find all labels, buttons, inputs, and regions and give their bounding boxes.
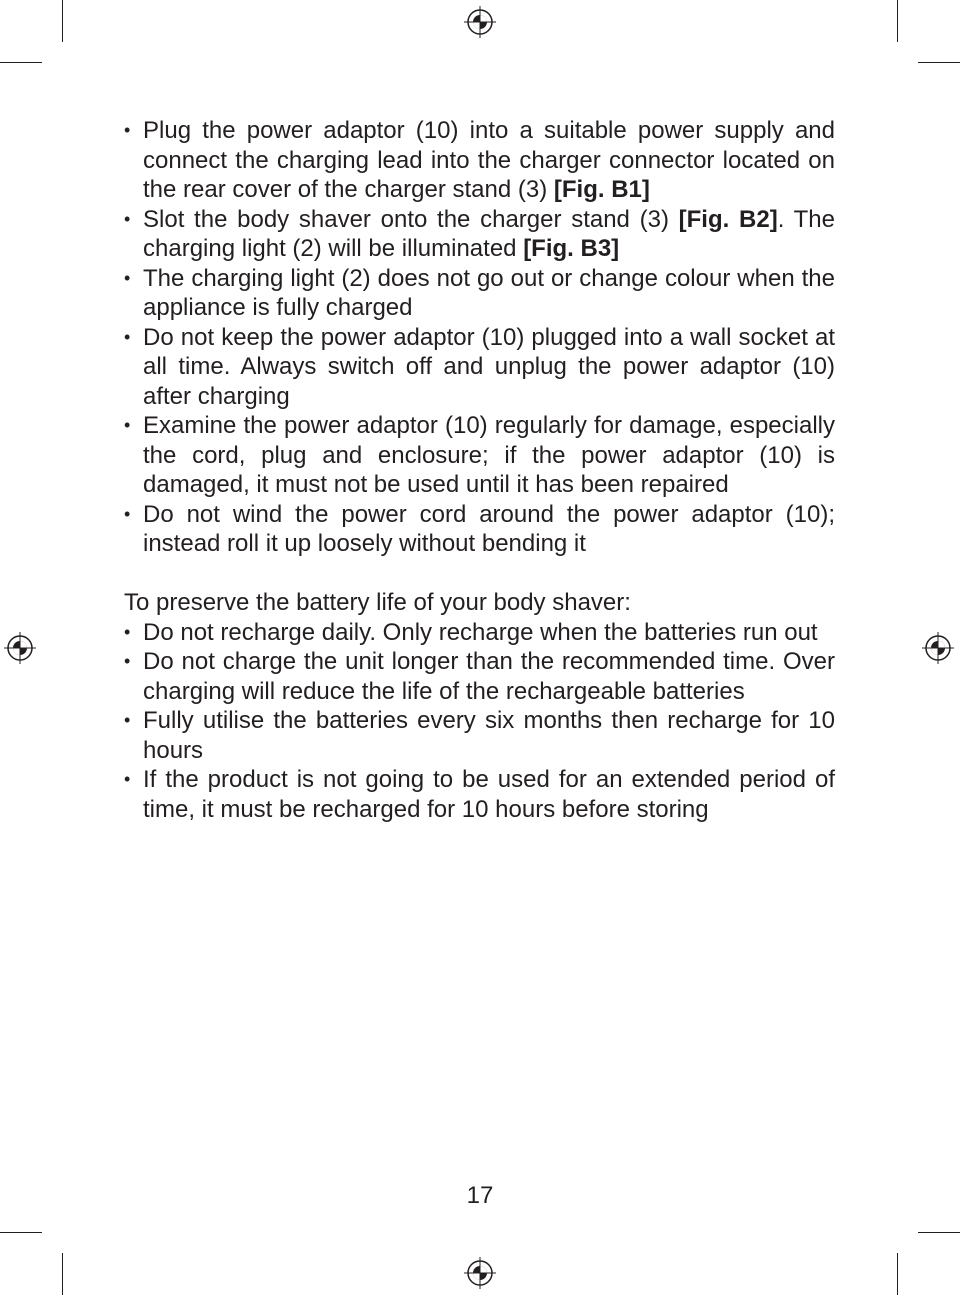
list-item: • Fully utilise the batteries every six months then recharge for 10 hours	[124, 706, 835, 765]
list-item: • Do not charge the unit longer than the recommended time. Over charging will reduce the life of the rechargeable batteries	[124, 647, 835, 706]
page-content	[124, 116, 835, 824]
figure-reference: [Fig. B1]	[553, 176, 650, 203]
crop-mark	[0, 62, 42, 63]
page-number: 17	[466, 1182, 494, 1209]
registration-mark-icon	[922, 632, 954, 664]
list-item: • The charging light (2) does not go out or change colour when the appliance is fully charged	[124, 264, 835, 323]
list-item: • If the product is not going to be used for an extended period of time, it must be recharged for 10 hours before storing	[124, 765, 835, 824]
registration-mark-icon	[464, 1257, 496, 1289]
list-item: • Do not recharge daily. Only recharge when the batteries run out	[124, 618, 835, 648]
list-item: • Do not keep the power adaptor (10) plugged into a wall socket at all time. Always switch off and unplug the power adaptor (10) after charging	[124, 323, 835, 412]
list-item	[124, 116, 835, 205]
registration-mark-icon	[464, 6, 496, 38]
battery-life-list	[124, 618, 835, 825]
list-item	[124, 205, 835, 264]
list-item: • Do not wind the power cord around the power adaptor (10); instead roll it up loosely without bending it	[124, 500, 835, 559]
crop-mark	[897, 1253, 898, 1295]
charging-instructions-list	[124, 116, 835, 559]
crop-mark	[62, 0, 63, 42]
crop-mark	[918, 1232, 960, 1233]
crop-mark	[0, 1232, 42, 1233]
figure-reference: [Fig. B2]	[678, 205, 778, 233]
crop-mark	[918, 62, 960, 63]
list-item: • Examine the power adaptor (10) regularly for damage, especially the cord, plug and enclosure; if the power adaptor (10) is damaged, it must not be used until it has been repaired	[124, 411, 835, 500]
list-item-text: Slot the body shaver onto the charger stand (3)	[143, 205, 679, 233]
crop-mark	[897, 0, 898, 42]
figure-reference: [Fig. B3]	[523, 235, 620, 262]
registration-mark-icon	[4, 632, 36, 664]
list-item-text: Plug the power adaptor (10) into a suitable power supply and connect the charging lead into the charger connector located on the rear cover of the charger stand (3)	[143, 117, 835, 203]
list-item-text: . The charging light (2) will be illuminated	[143, 205, 835, 262]
crop-mark	[62, 1253, 63, 1295]
battery-life-intro: To preserve the battery life of your body shaver:	[124, 589, 631, 616]
